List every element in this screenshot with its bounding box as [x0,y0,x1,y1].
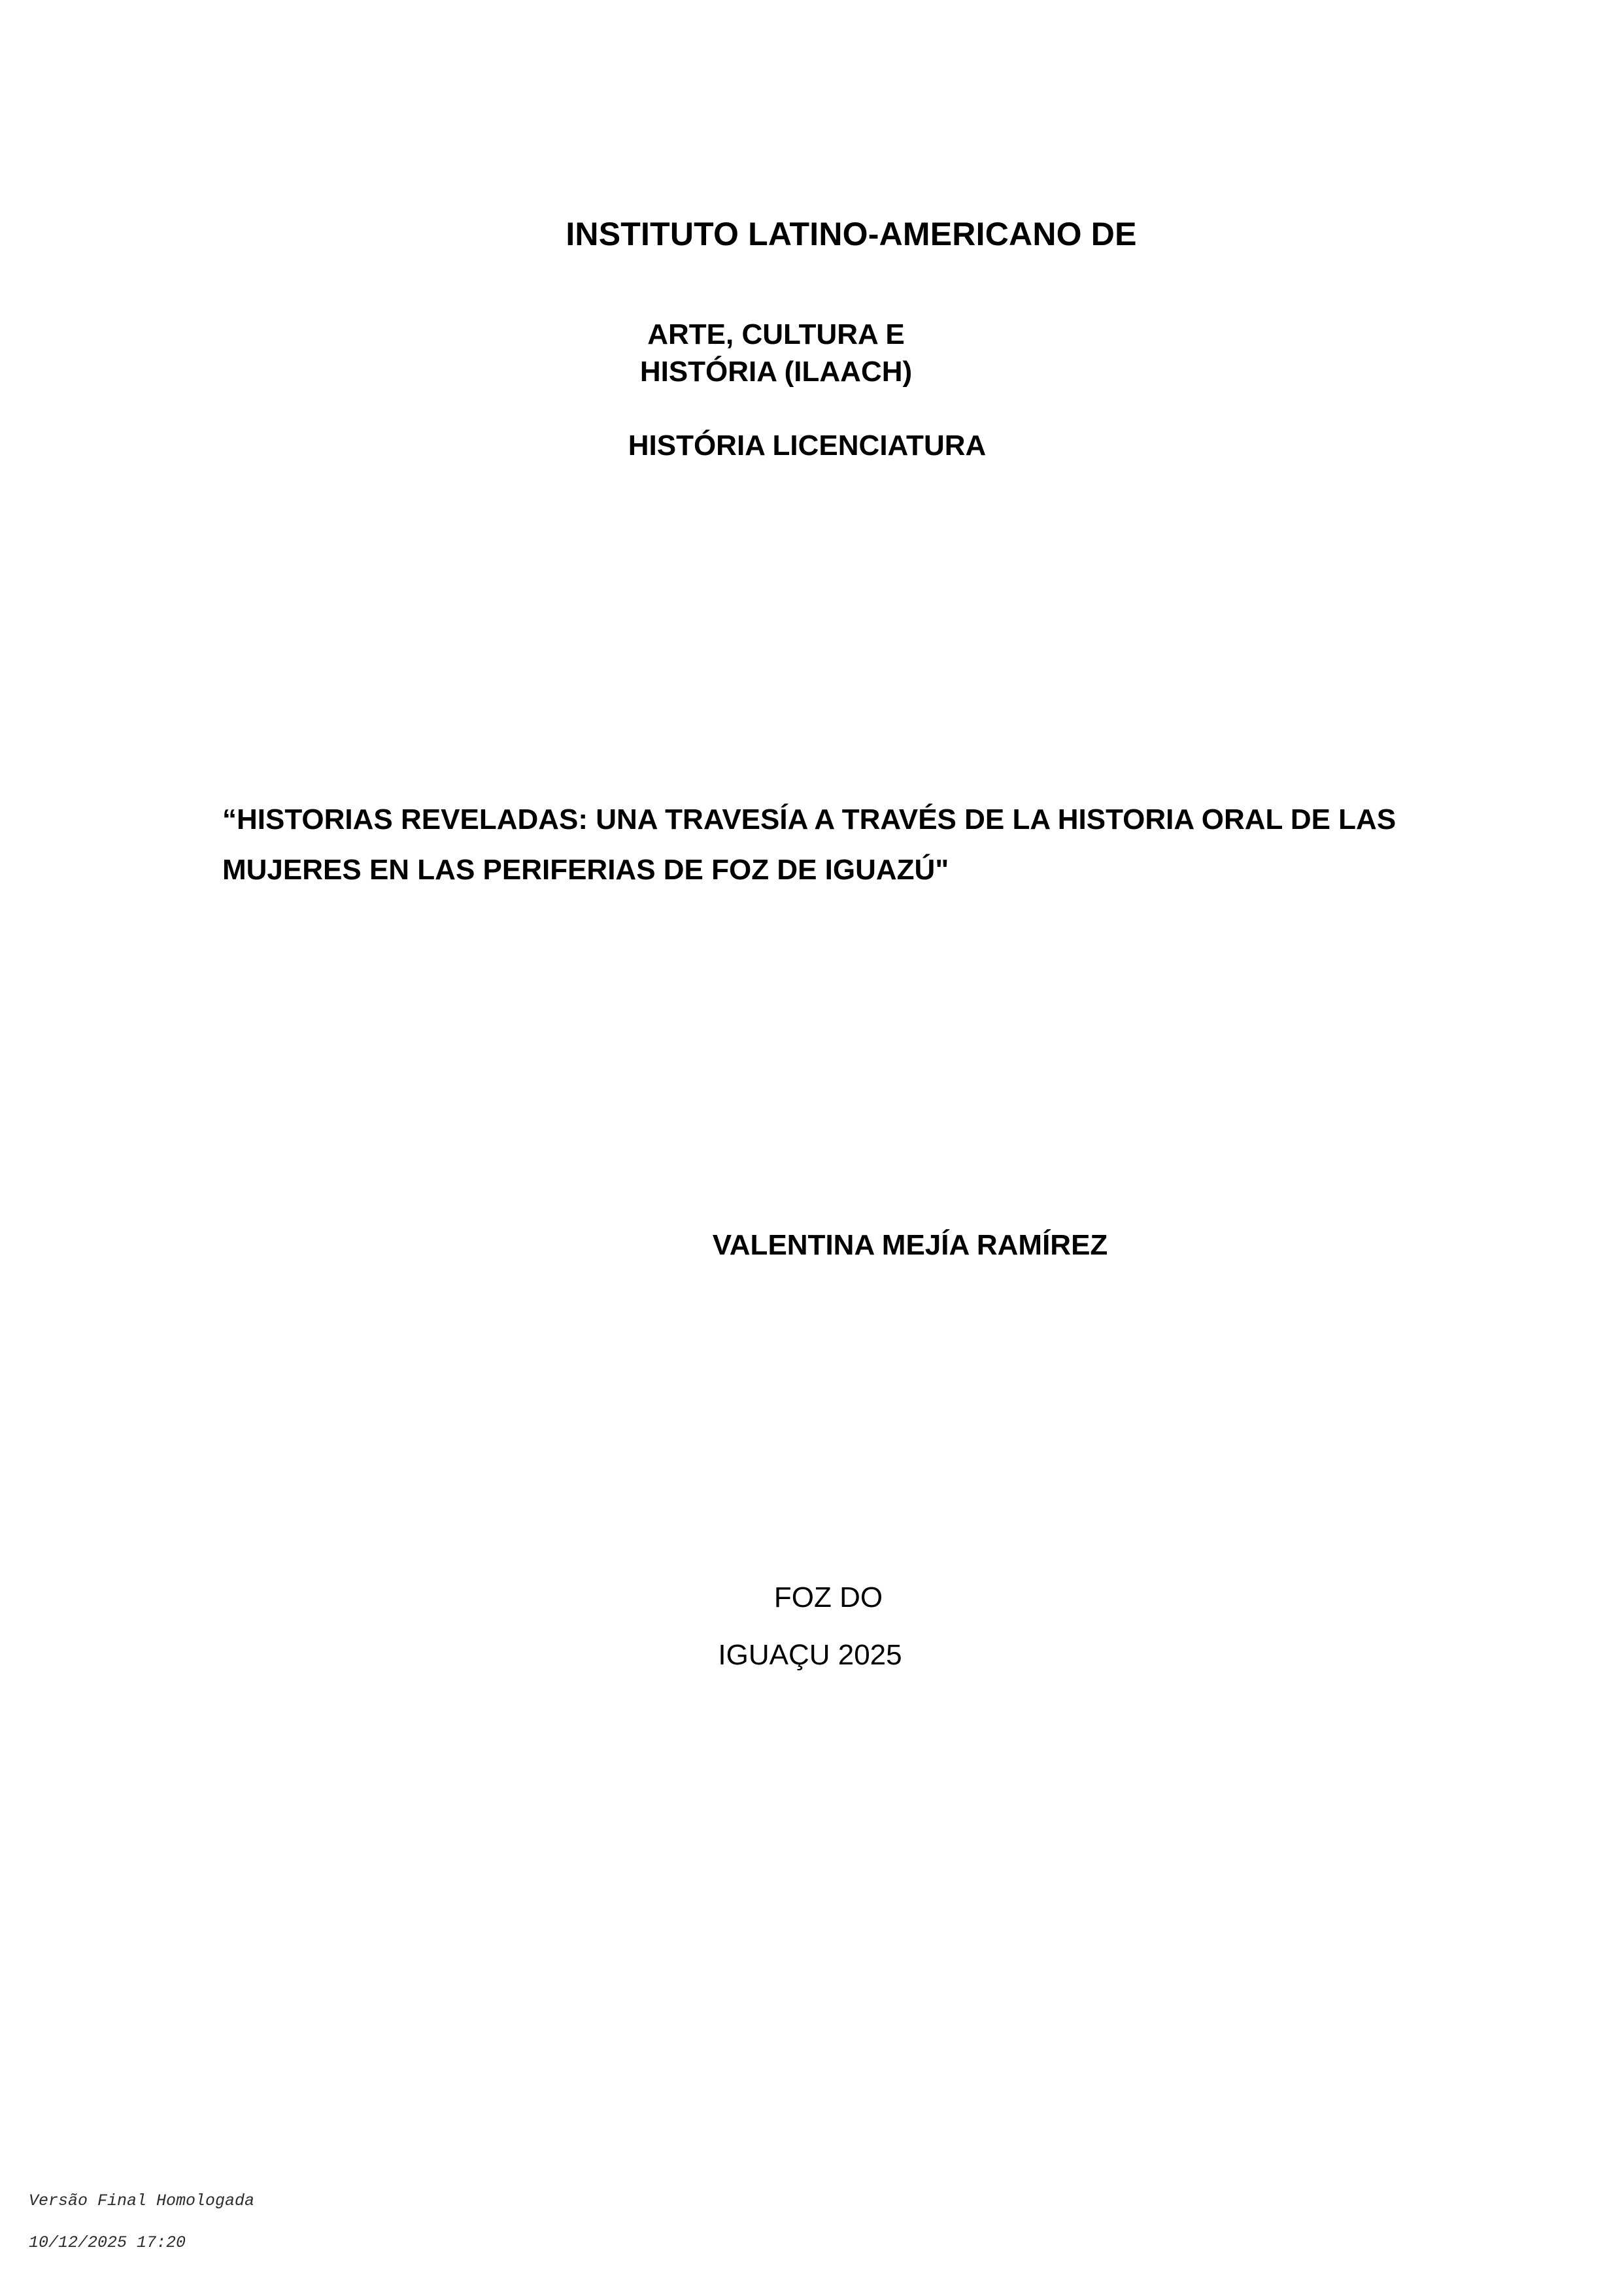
page-title: “HISTORIAS REVELADAS: UNA TRAVESÍA A TRAVÉS DE LA HISTORIA ORAL DE LAS MUJERES EN LAS PERIFERIAS DE FOZ DE IGUAZÚ" [222,803,1396,886]
institution-course-line: HISTÓRIA LICENCIATURA [628,429,987,462]
stamp-timestamp-line: 10/12/2025 17:20 [29,2233,186,2252]
stamp-status-line: Versão Final Homologada [29,2191,255,2210]
year-line: IGUAÇU 2025 [718,1639,902,1671]
place-and-year [0,1569,1624,1684]
institution-unit-line: ARTE, CULTURA E HISTÓRIA (ILAACH) [639,318,913,388]
author-name: VALENTINA MEJÍA RAMÍREZ [712,1229,1108,1261]
institution-name-line: INSTITUTO LATINO-AMERICANO DE [566,216,1137,252]
homologation-stamp [29,2170,254,2274]
institution-header [0,216,1624,464]
place-line: FOZ DO [773,1581,883,1613]
